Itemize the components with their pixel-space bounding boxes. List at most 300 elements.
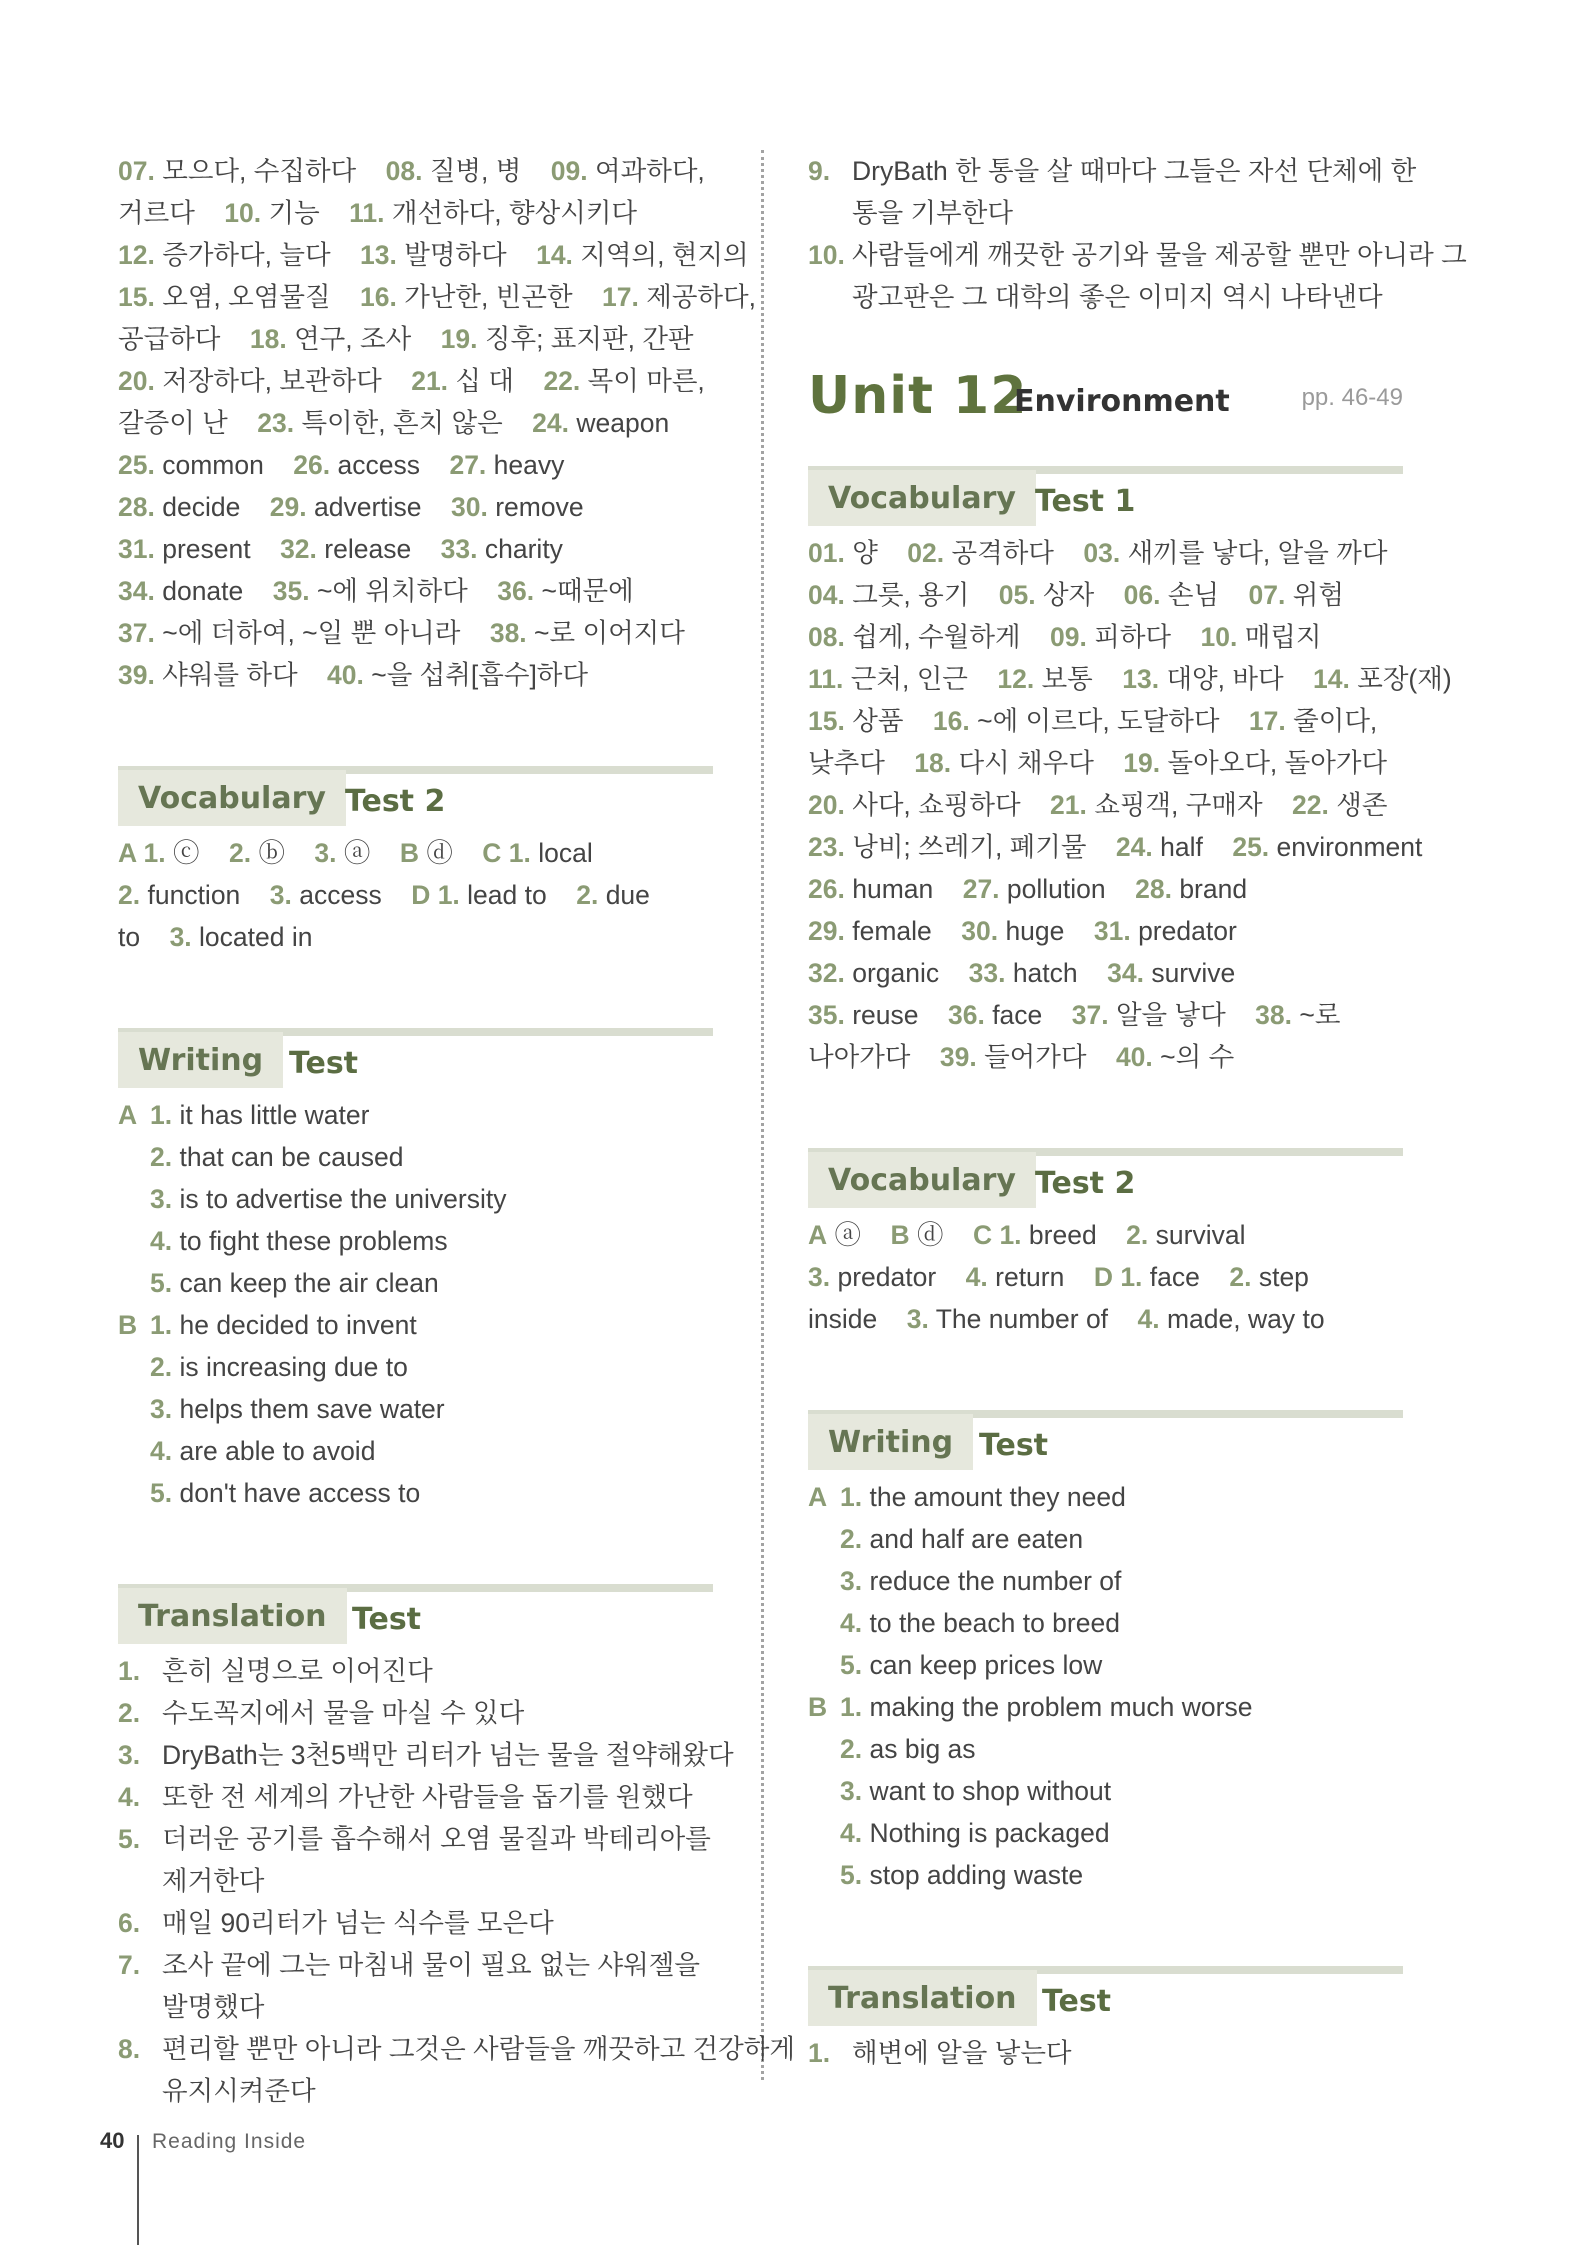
item-answer: stop adding waste [869,1860,1084,1890]
item-answer: ~에 더하여, ~일 뿐 아니라 [162,618,461,648]
item-number: 3. [314,838,337,868]
item-number: 31. [118,534,155,564]
item-number: 4. [150,1436,173,1466]
item-answer: reuse [852,1000,919,1030]
item-answer: 들어가다 [984,1042,1087,1072]
item-answer: 징후; 표지판, 간판 [484,324,694,354]
item-number: 40. [1115,1042,1153,1072]
answer-line [118,1692,713,1734]
answer-line [118,916,713,958]
item-answer: due [605,880,650,910]
section-header [118,1028,713,1088]
item-number: 12. [118,240,155,270]
item-answer: 위험 [1292,580,1344,610]
item-answer: 발명했다 [162,1992,265,2022]
item-answer: hatch [1012,958,1078,988]
answer-line [808,1560,1403,1602]
answer-line [118,1818,713,1860]
section-subtitle: Test 2 [345,783,446,819]
answer-line [118,2070,713,2112]
answer-line [118,1902,713,1944]
item-number: 13. [360,240,397,270]
item-number: 3. [169,922,192,952]
item-answer: present [162,534,251,564]
item-number: 20. [808,790,845,820]
item-number: 16. [932,706,970,736]
column-divider [761,150,764,2080]
item-number: 2. [840,1524,863,1554]
item-answer: organic [852,958,940,988]
item-answer: and half are eaten [869,1524,1084,1554]
section-title: Vocabulary [808,470,1036,526]
answer-line [118,276,756,318]
item-answer: that can be caused [179,1142,404,1172]
item-number: 23. [257,408,295,438]
item-number: 21. [411,366,449,396]
item-answer: 지역의, 현지의 [580,240,749,270]
item-answer: to the beach to breed [869,1608,1120,1638]
right-column [808,150,1467,2074]
unit-header [808,366,1403,456]
item-answer: reduce the number of [869,1566,1122,1596]
item-answer: located in [199,922,313,952]
item-number: 4. [965,1262,988,1292]
item-number: 10. [808,240,845,270]
part-label: A [808,1482,828,1512]
item-number: 27. [962,874,1000,904]
item-answer: is increasing due to [179,1352,408,1382]
item-answer: advertise [313,492,422,522]
item-answer: DryBath는 3천5백만 리터가 넘는 물을 절약해왔다 [162,1740,734,1770]
item-answer: pollution [1006,874,1106,904]
item-number: 1. [150,1310,173,1340]
section-subtitle: Test [1042,1983,1112,2019]
answer-line [118,318,713,360]
item-number: B [399,838,419,868]
item-number: 19. [440,324,478,354]
item-number: 06. [1123,580,1161,610]
item-answer: lead to [467,880,547,910]
translation-answers [118,1650,795,2112]
item-number: 5. [840,1650,863,1680]
item-number: 5. [840,1860,863,1890]
item-number: 4. [840,1818,863,1848]
unit-pages: pp. 46-49 [1301,384,1403,411]
item-answer: 목이 마른, [587,366,705,396]
item-number: 3. [840,1566,863,1596]
answer-line [118,1734,734,1776]
item-number: 33. [968,958,1006,988]
answer-line [808,150,1417,192]
item-answer: breed [1028,1220,1097,1250]
answer-line [118,1220,713,1262]
item-answer: 양 [852,538,878,568]
section-title: Translation [808,1970,1037,2026]
item-answer: 낮추다 [808,748,885,778]
item-number: 24. [532,408,570,438]
item-number: 28. [118,492,155,522]
item-number: 2. [118,1698,141,1728]
item-number: 22. [543,366,581,396]
section-header [808,1148,1403,1208]
item-number: 5. [118,1824,141,1854]
answer-line [808,1644,1403,1686]
item-number: 35. [272,576,310,606]
item-answer: as big as [869,1734,976,1764]
item-number: 18. [914,748,952,778]
item-answer: heavy [493,450,565,480]
item-number: 07. [1248,580,1286,610]
item-number: D 1. [1093,1262,1143,1292]
answer-line [118,1472,713,1514]
answer-line [808,1518,1403,1560]
item-answer: can keep the air clean [179,1268,439,1298]
answer-line [118,832,713,874]
item-number: 1. [150,1100,173,1130]
item-number: 5. [150,1478,173,1508]
item-answer: 오염, 오염물질 [162,282,331,312]
item-answer: to fight these problems [179,1226,448,1256]
item-number: 37. [1071,1000,1109,1030]
answer-line [118,528,713,570]
section-title: Writing [808,1414,973,1470]
answer-line [808,994,1403,1036]
item-number: 08. [385,156,423,186]
item-answer: 돌아오다, 돌아가다 [1167,748,1388,778]
answer-line [118,444,713,486]
item-number: 38. [1255,1000,1293,1030]
item-number: 34. [1107,958,1144,988]
item-number: 36. [497,576,535,606]
answer-line [118,1944,713,1986]
section-header [118,1584,713,1644]
section-title: Translation [118,1588,347,1644]
item-number: 13. [1122,664,1160,694]
item-answer: 공격하다 [951,538,1054,568]
answer-line [808,700,1403,742]
item-number: 7. [118,1950,141,1980]
item-number: 07. [118,156,155,186]
page-number: 40 [100,2128,125,2153]
answer-line [808,1298,1403,1340]
answer-line [118,570,713,612]
item-number: 27. [449,450,487,480]
item-answer: remove [495,492,584,522]
item-number: 25. [118,450,155,480]
item-number: 15. [808,706,845,736]
answer-line [118,1388,713,1430]
item-answer: 개선하다, 향상시키다 [391,198,638,228]
item-number: 29. [808,916,845,946]
answer-line [808,1476,1403,1518]
item-number: 39. [939,1042,977,1072]
answer-line [808,1812,1403,1854]
item-answer: 제공하다, [646,282,756,312]
item-answer: to [118,922,141,952]
item-answer: 조사 끝에 그는 마침내 물이 필요 없는 샤워젤을 [162,1950,700,1980]
item-number: 40. [327,660,364,690]
item-number: 32. [280,534,317,564]
item-answer: weapon [576,408,670,438]
answer-line [808,1214,1403,1256]
item-answer: ~을 섭취[흡수]하다 [371,660,589,690]
item-number: 4. [118,1782,141,1812]
item-number: 08. [808,622,845,652]
item-answer: 저장하다, 보관하다 [162,366,382,396]
answer-line [808,742,1403,784]
item-answer: release [324,534,412,564]
item-answer: 상품 [852,706,904,736]
item-answer: ⓒ [173,838,200,868]
item-answer: 샤워를 하다 [162,660,298,690]
answer-line [118,234,749,276]
item-number: 2. [118,880,141,910]
item-answer: 통을 기부한다 [852,198,1013,228]
answer-line [808,192,1403,234]
item-number: 10. [224,198,262,228]
item-answer: helps them save water [179,1394,445,1424]
item-number: 2. [150,1142,173,1172]
item-number: 23. [808,832,845,862]
item-number: A [808,1220,828,1250]
answer-line [118,1178,713,1220]
item-answer: return [995,1262,1065,1292]
item-answer: 새끼를 낳다, 알을 까다 [1127,538,1388,568]
left-vocab-test2-section [118,766,713,958]
item-number: 01. [808,538,845,568]
item-answer: making the problem much worse [869,1692,1253,1722]
answer-line [808,868,1403,910]
item-number: 26. [293,450,331,480]
section-title: Vocabulary [808,1152,1036,1208]
item-answer: 근처, 인근 [850,664,968,694]
item-answer: 보통 [1041,664,1093,694]
item-answer: ~로 [1299,1000,1341,1030]
answer-line [808,1686,1403,1728]
right-vocab-test1-section [808,466,1452,1078]
item-number: 3. [150,1394,173,1424]
item-number: 35. [808,1000,845,1030]
answer-line [808,2032,1403,2074]
item-number: 18. [249,324,287,354]
item-number: 14. [1313,664,1350,694]
translation-continued [808,150,1467,318]
item-answer: the amount they need [869,1482,1126,1512]
item-answer: he decided to invent [179,1310,417,1340]
item-number: 2. [840,1734,863,1764]
item-number: 1. [840,1482,863,1512]
item-number: 3. [840,1776,863,1806]
item-number: 17. [602,282,639,312]
item-number: 19. [1123,748,1161,778]
item-answer: survive [1151,958,1236,988]
item-answer: 특이한, 흔치 않은 [301,408,503,438]
item-answer: female [852,916,932,946]
item-number: 10. [1200,622,1238,652]
item-answer: DryBath 한 통을 살 때마다 그들은 자선 단체에 한 [852,156,1417,186]
item-answer: 쇼핑객, 구매자 [1094,790,1263,820]
answer-line [118,1304,713,1346]
item-answer: 낭비; 쓰레기, 폐기물 [852,832,1087,862]
answer-line [118,402,713,444]
item-answer: 포장(재) [1357,664,1452,694]
item-number: 2. [150,1352,173,1382]
answer-line [808,826,1423,868]
item-number: 3. [150,1184,173,1214]
item-number: 3. [118,1740,141,1770]
item-answer: Nothing is packaged [869,1818,1110,1848]
answer-line [808,616,1403,658]
answer-line [118,1776,713,1818]
item-answer: The number of [935,1304,1109,1334]
item-number: 37. [118,618,155,648]
answer-line [808,574,1403,616]
item-answer: ⓐ [834,1220,862,1250]
answer-line [808,532,1403,574]
item-answer: ~에 이르다, 도달하다 [977,706,1220,736]
item-number: 04. [808,580,845,610]
item-number: 9. [808,156,831,186]
part-label: A [118,1100,138,1130]
item-number: 1. [808,2038,831,2068]
item-answer: ⓓ [916,1220,944,1250]
answer-line [118,1262,713,1304]
item-answer: is to advertise the university [179,1184,507,1214]
answer-line [118,1860,713,1902]
item-answer: 연구, 조사 [294,324,412,354]
item-answer: 생존 [1336,790,1388,820]
section-header [808,466,1403,526]
answer-line [808,952,1403,994]
item-answer: 쉽게, 수월하게 [852,622,1021,652]
item-number: 4. [840,1608,863,1638]
answer-line [808,1770,1403,1812]
section-header [808,1966,1403,2026]
section-subtitle: Test [289,1045,359,1081]
item-answer: want to shop without [869,1776,1112,1806]
right-vocab-test2-section [808,1148,1403,1340]
item-number: 2. [1229,1262,1252,1292]
footer [100,2128,124,2154]
item-answer: half [1160,832,1203,862]
item-number: 11. [349,198,385,228]
item-answer: 거르다 [118,198,195,228]
vocab-test1-continued [118,150,756,696]
item-answer: ~로 이어지다 [534,618,685,648]
answer-line [808,910,1403,952]
section-subtitle: Test [352,1601,422,1637]
answer-line [808,1602,1403,1644]
writing-answers [808,1476,1403,1896]
item-answer: 나아가다 [808,1042,911,1072]
item-number: D 1. [411,880,460,910]
section-header [118,766,713,826]
item-number: 30. [961,916,999,946]
item-number: 09. [550,156,588,186]
answer-line [118,360,713,402]
item-number: 31. [1093,916,1131,946]
right-translation-section [808,1966,1403,2074]
answer-line [808,276,1403,318]
item-answer: 줄이다, [1293,706,1378,736]
item-number: 39. [118,660,155,690]
item-answer: are able to avoid [179,1436,376,1466]
item-answer: 가난한, 빈곤한 [404,282,573,312]
item-answer: 또한 전 세계의 가난한 사람들을 돕기를 원했다 [162,1782,693,1812]
item-number: 3. [808,1262,831,1292]
item-number: 24. [1115,832,1153,862]
answer-line [808,1728,1403,1770]
answer-line [118,612,713,654]
item-answer: 상자 [1043,580,1095,610]
answer-line [808,658,1452,700]
item-answer: 사다, 쇼핑하다 [852,790,1021,820]
answer-line [118,150,713,192]
answer-line [808,1256,1403,1298]
vocab-test2-answers [808,1214,1403,1340]
item-number: C 1. [972,1220,1022,1250]
item-answer: donate [162,576,244,606]
unit-title: Unit 12 [808,366,1028,426]
item-answer: 흔히 실명으로 이어진다 [162,1656,433,1686]
item-number: 26. [808,874,845,904]
item-number: 29. [269,492,307,522]
item-answer: don't have access to [179,1478,421,1508]
item-answer: 손님 [1167,580,1220,610]
left-translation-section [118,1584,795,2112]
item-number: 14. [536,240,573,270]
item-number: 6. [118,1908,141,1938]
item-number: 36. [947,1000,985,1030]
unit-subtitle: Environment [1014,384,1230,419]
item-number: 2. [576,880,599,910]
vocab-test1-answers [808,532,1452,1078]
item-answer: 갈증이 난 [118,408,228,438]
writing-answers [118,1094,713,1514]
item-number: 8. [118,2034,141,2064]
section-subtitle: Test 2 [1035,1165,1136,1201]
item-number: 20. [118,366,155,396]
answer-line [118,1346,713,1388]
item-answer: environment [1276,832,1423,862]
item-answer: ⓓ [426,838,453,868]
item-answer: 해변에 알을 낳는다 [852,2038,1072,2068]
item-number: 1. [118,1656,141,1686]
answer-line [808,1036,1403,1078]
item-answer: ~때문에 [541,576,634,606]
item-answer: ⓑ [258,838,285,868]
item-answer: predator [1138,916,1237,946]
item-number: 5. [150,1268,173,1298]
item-answer: 피하다 [1094,622,1172,652]
item-answer: 유지시켜준다 [162,2076,316,2106]
item-answer: survival [1155,1220,1246,1250]
section-header [808,1410,1403,1470]
answer-line [118,1136,713,1178]
item-answer: 십 대 [455,366,514,396]
item-answer: step [1258,1262,1309,1292]
section-subtitle: Test [979,1427,1049,1463]
item-answer: 질병, 병 [429,156,522,186]
item-answer: ~의 수 [1160,1042,1235,1072]
item-answer: 발명하다 [404,240,507,270]
answer-line [808,1854,1403,1896]
item-answer: 여과하다, [595,156,705,186]
item-number: 4. [1137,1304,1160,1334]
item-number: 02. [907,538,945,568]
item-number: 1. [840,1692,863,1722]
answer-line [118,486,713,528]
